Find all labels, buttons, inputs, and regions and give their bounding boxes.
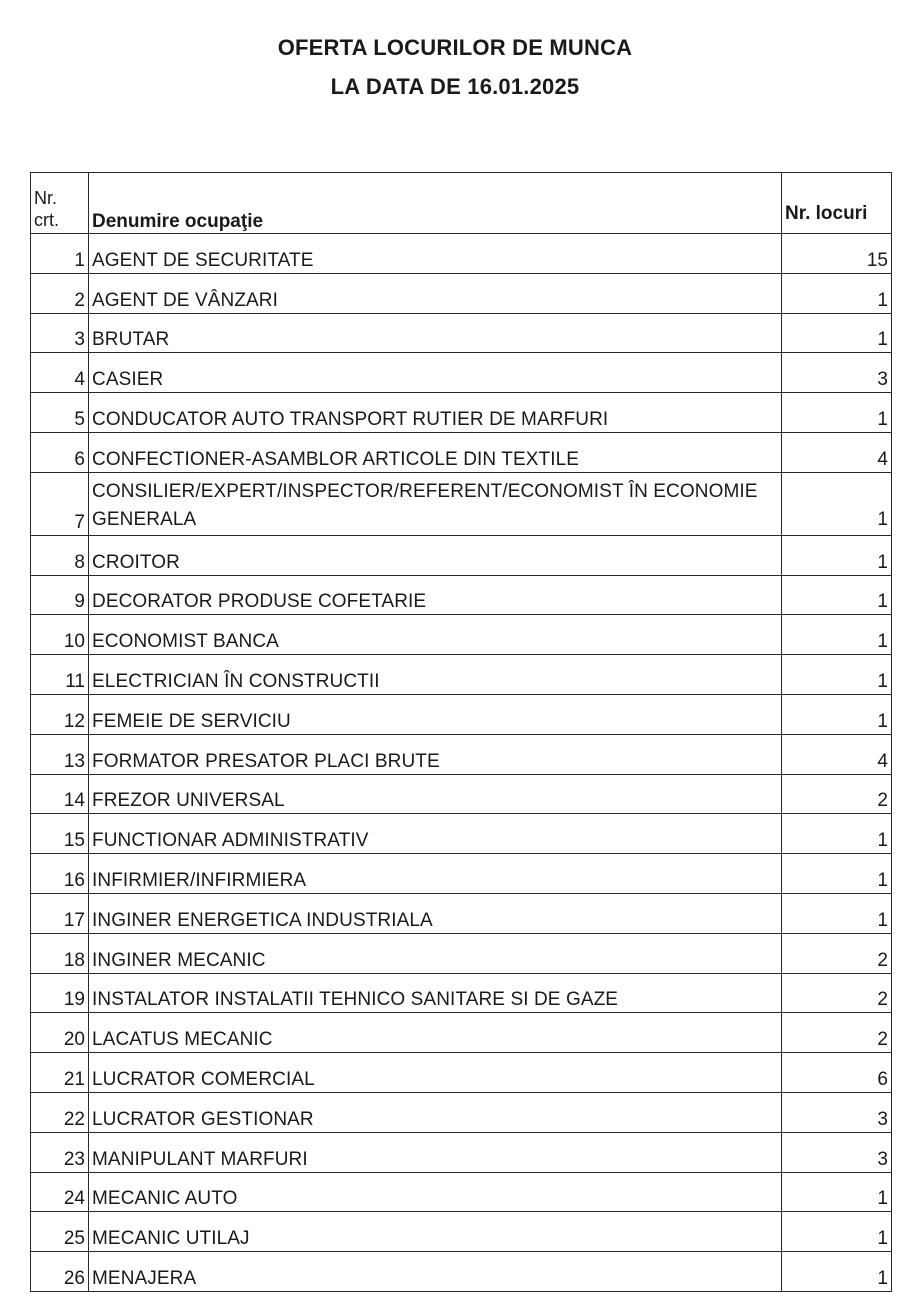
row-count: 1 (782, 313, 892, 353)
row-occupation: CONFECTIONER-ASAMBLOR ARTICOLE DIN TEXTILE (89, 432, 782, 472)
row-occupation: INSTALATOR INSTALATII TEHNICO SANITARE SI DE GAZE (89, 973, 782, 1013)
table-row (31, 1013, 892, 1053)
row-count: 2 (782, 973, 892, 1013)
table-row (31, 1053, 892, 1093)
table-row (31, 313, 892, 353)
row-number: 21 (31, 1053, 89, 1093)
table-row (31, 893, 892, 933)
row-count: 3 (782, 1132, 892, 1172)
row-occupation (89, 472, 782, 535)
row-number: 12 (31, 694, 89, 734)
table-row (31, 694, 892, 734)
job-offers-table (30, 172, 892, 1292)
row-occupation: ECONOMIST BANCA (89, 615, 782, 655)
table-row (31, 1252, 892, 1292)
row-number: 10 (31, 615, 89, 655)
header-occupation: Denumire ocupaţie (89, 173, 782, 234)
row-count: 6 (782, 1053, 892, 1093)
row-number: 5 (31, 393, 89, 433)
row-number: 6 (31, 432, 89, 472)
row-occupation: FREZOR UNIVERSAL (89, 774, 782, 814)
row-number: 24 (31, 1172, 89, 1212)
row-count: 1 (782, 535, 892, 575)
table-row (31, 615, 892, 655)
row-count: 1 (782, 1172, 892, 1212)
row-count: 3 (782, 1092, 892, 1132)
row-occupation: LUCRATOR COMERCIAL (89, 1053, 782, 1093)
row-number: 11 (31, 655, 89, 695)
row-occupation: INFIRMIER/INFIRMIERA (89, 854, 782, 894)
table-row (31, 1132, 892, 1172)
row-occupation: MECANIC AUTO (89, 1172, 782, 1212)
row-occupation: MECANIC UTILAJ (89, 1212, 782, 1252)
table-row (31, 1092, 892, 1132)
table-row (31, 854, 892, 894)
row-number: 22 (31, 1092, 89, 1132)
row-occupation: INGINER ENERGETICA INDUSTRIALA (89, 893, 782, 933)
row-count: 2 (782, 774, 892, 814)
header-count: Nr. locuri (782, 173, 892, 234)
document-title: OFERTA LOCURILOR DE MUNCA (277, 35, 633, 60)
row-number: 13 (31, 734, 89, 774)
row-number: 16 (31, 854, 89, 894)
row-occupation-line1: CONSILIER/EXPERT/INSPECTOR/REFERENT/ECONOMIST ÎN ECONOMIE (92, 480, 758, 502)
table-row (31, 353, 892, 393)
row-number: 17 (31, 893, 89, 933)
row-number: 26 (31, 1252, 89, 1292)
row-count: 1 (782, 615, 892, 655)
row-count: 1 (782, 575, 892, 615)
row-number: 1 (31, 234, 89, 274)
row-count: 15 (782, 234, 892, 274)
row-number: 7 (31, 472, 89, 535)
row-count: 4 (782, 734, 892, 774)
row-number: 2 (31, 273, 89, 313)
row-count: 1 (782, 694, 892, 734)
row-count: 4 (782, 432, 892, 472)
row-number: 8 (31, 535, 89, 575)
header-nr-crt (31, 173, 89, 234)
row-count: 1 (782, 273, 892, 313)
row-count: 2 (782, 1013, 892, 1053)
row-occupation: CONDUCATOR AUTO TRANSPORT RUTIER DE MARFURI (89, 393, 782, 433)
table-row (31, 432, 892, 472)
row-number: 18 (31, 933, 89, 973)
table-row (31, 933, 892, 973)
table-row (31, 393, 892, 433)
table-row (31, 273, 892, 313)
header-nr-line2: crt. (34, 210, 59, 230)
row-occupation: INGINER MECANIC (89, 933, 782, 973)
row-count: 1 (782, 893, 892, 933)
row-occupation: AGENT DE VÂNZARI (89, 273, 782, 313)
table-row (31, 472, 892, 535)
row-occupation: CASIER (89, 353, 782, 393)
row-occupation-line2: GENERALA (92, 508, 197, 530)
row-count: 1 (782, 854, 892, 894)
table-row (31, 655, 892, 695)
row-occupation: MENAJERA (89, 1252, 782, 1292)
row-number: 9 (31, 575, 89, 615)
row-occupation: FORMATOR PRESATOR PLACI BRUTE (89, 734, 782, 774)
row-occupation: LACATUS MECANIC (89, 1013, 782, 1053)
table-row (31, 1172, 892, 1212)
document-date-line: LA DATA DE 16.01.2025 (330, 74, 580, 99)
row-count: 1 (782, 393, 892, 433)
row-number: 25 (31, 1212, 89, 1252)
row-number: 14 (31, 774, 89, 814)
row-count: 2 (782, 933, 892, 973)
row-number: 20 (31, 1013, 89, 1053)
table-row (31, 535, 892, 575)
row-occupation: MANIPULANT MARFURI (89, 1132, 782, 1172)
row-count: 1 (782, 472, 892, 535)
row-occupation: BRUTAR (89, 313, 782, 353)
row-occupation: ELECTRICIAN ÎN CONSTRUCTII (89, 655, 782, 695)
row-count: 1 (782, 1212, 892, 1252)
row-occupation: DECORATOR PRODUSE COFETARIE (89, 575, 782, 615)
table-header-row (31, 173, 892, 234)
header-nr-line1: Nr. (34, 188, 58, 208)
row-number: 15 (31, 814, 89, 854)
row-number: 3 (31, 313, 89, 353)
row-occupation: FEMEIE DE SERVICIU (89, 694, 782, 734)
table-row (31, 734, 892, 774)
table-row (31, 1212, 892, 1252)
row-number: 4 (31, 353, 89, 393)
row-occupation: AGENT DE SECURITATE (89, 234, 782, 274)
table-row (31, 575, 892, 615)
row-occupation: LUCRATOR GESTIONAR (89, 1092, 782, 1132)
row-occupation: CROITOR (89, 535, 782, 575)
row-number: 23 (31, 1132, 89, 1172)
row-occupation: FUNCTIONAR ADMINISTRATIV (89, 814, 782, 854)
row-count: 1 (782, 655, 892, 695)
row-count: 1 (782, 1252, 892, 1292)
row-count: 1 (782, 814, 892, 854)
row-number: 19 (31, 973, 89, 1013)
table-row (31, 973, 892, 1013)
table-row (31, 234, 892, 274)
table-row (31, 814, 892, 854)
row-count: 3 (782, 353, 892, 393)
table-row (31, 774, 892, 814)
